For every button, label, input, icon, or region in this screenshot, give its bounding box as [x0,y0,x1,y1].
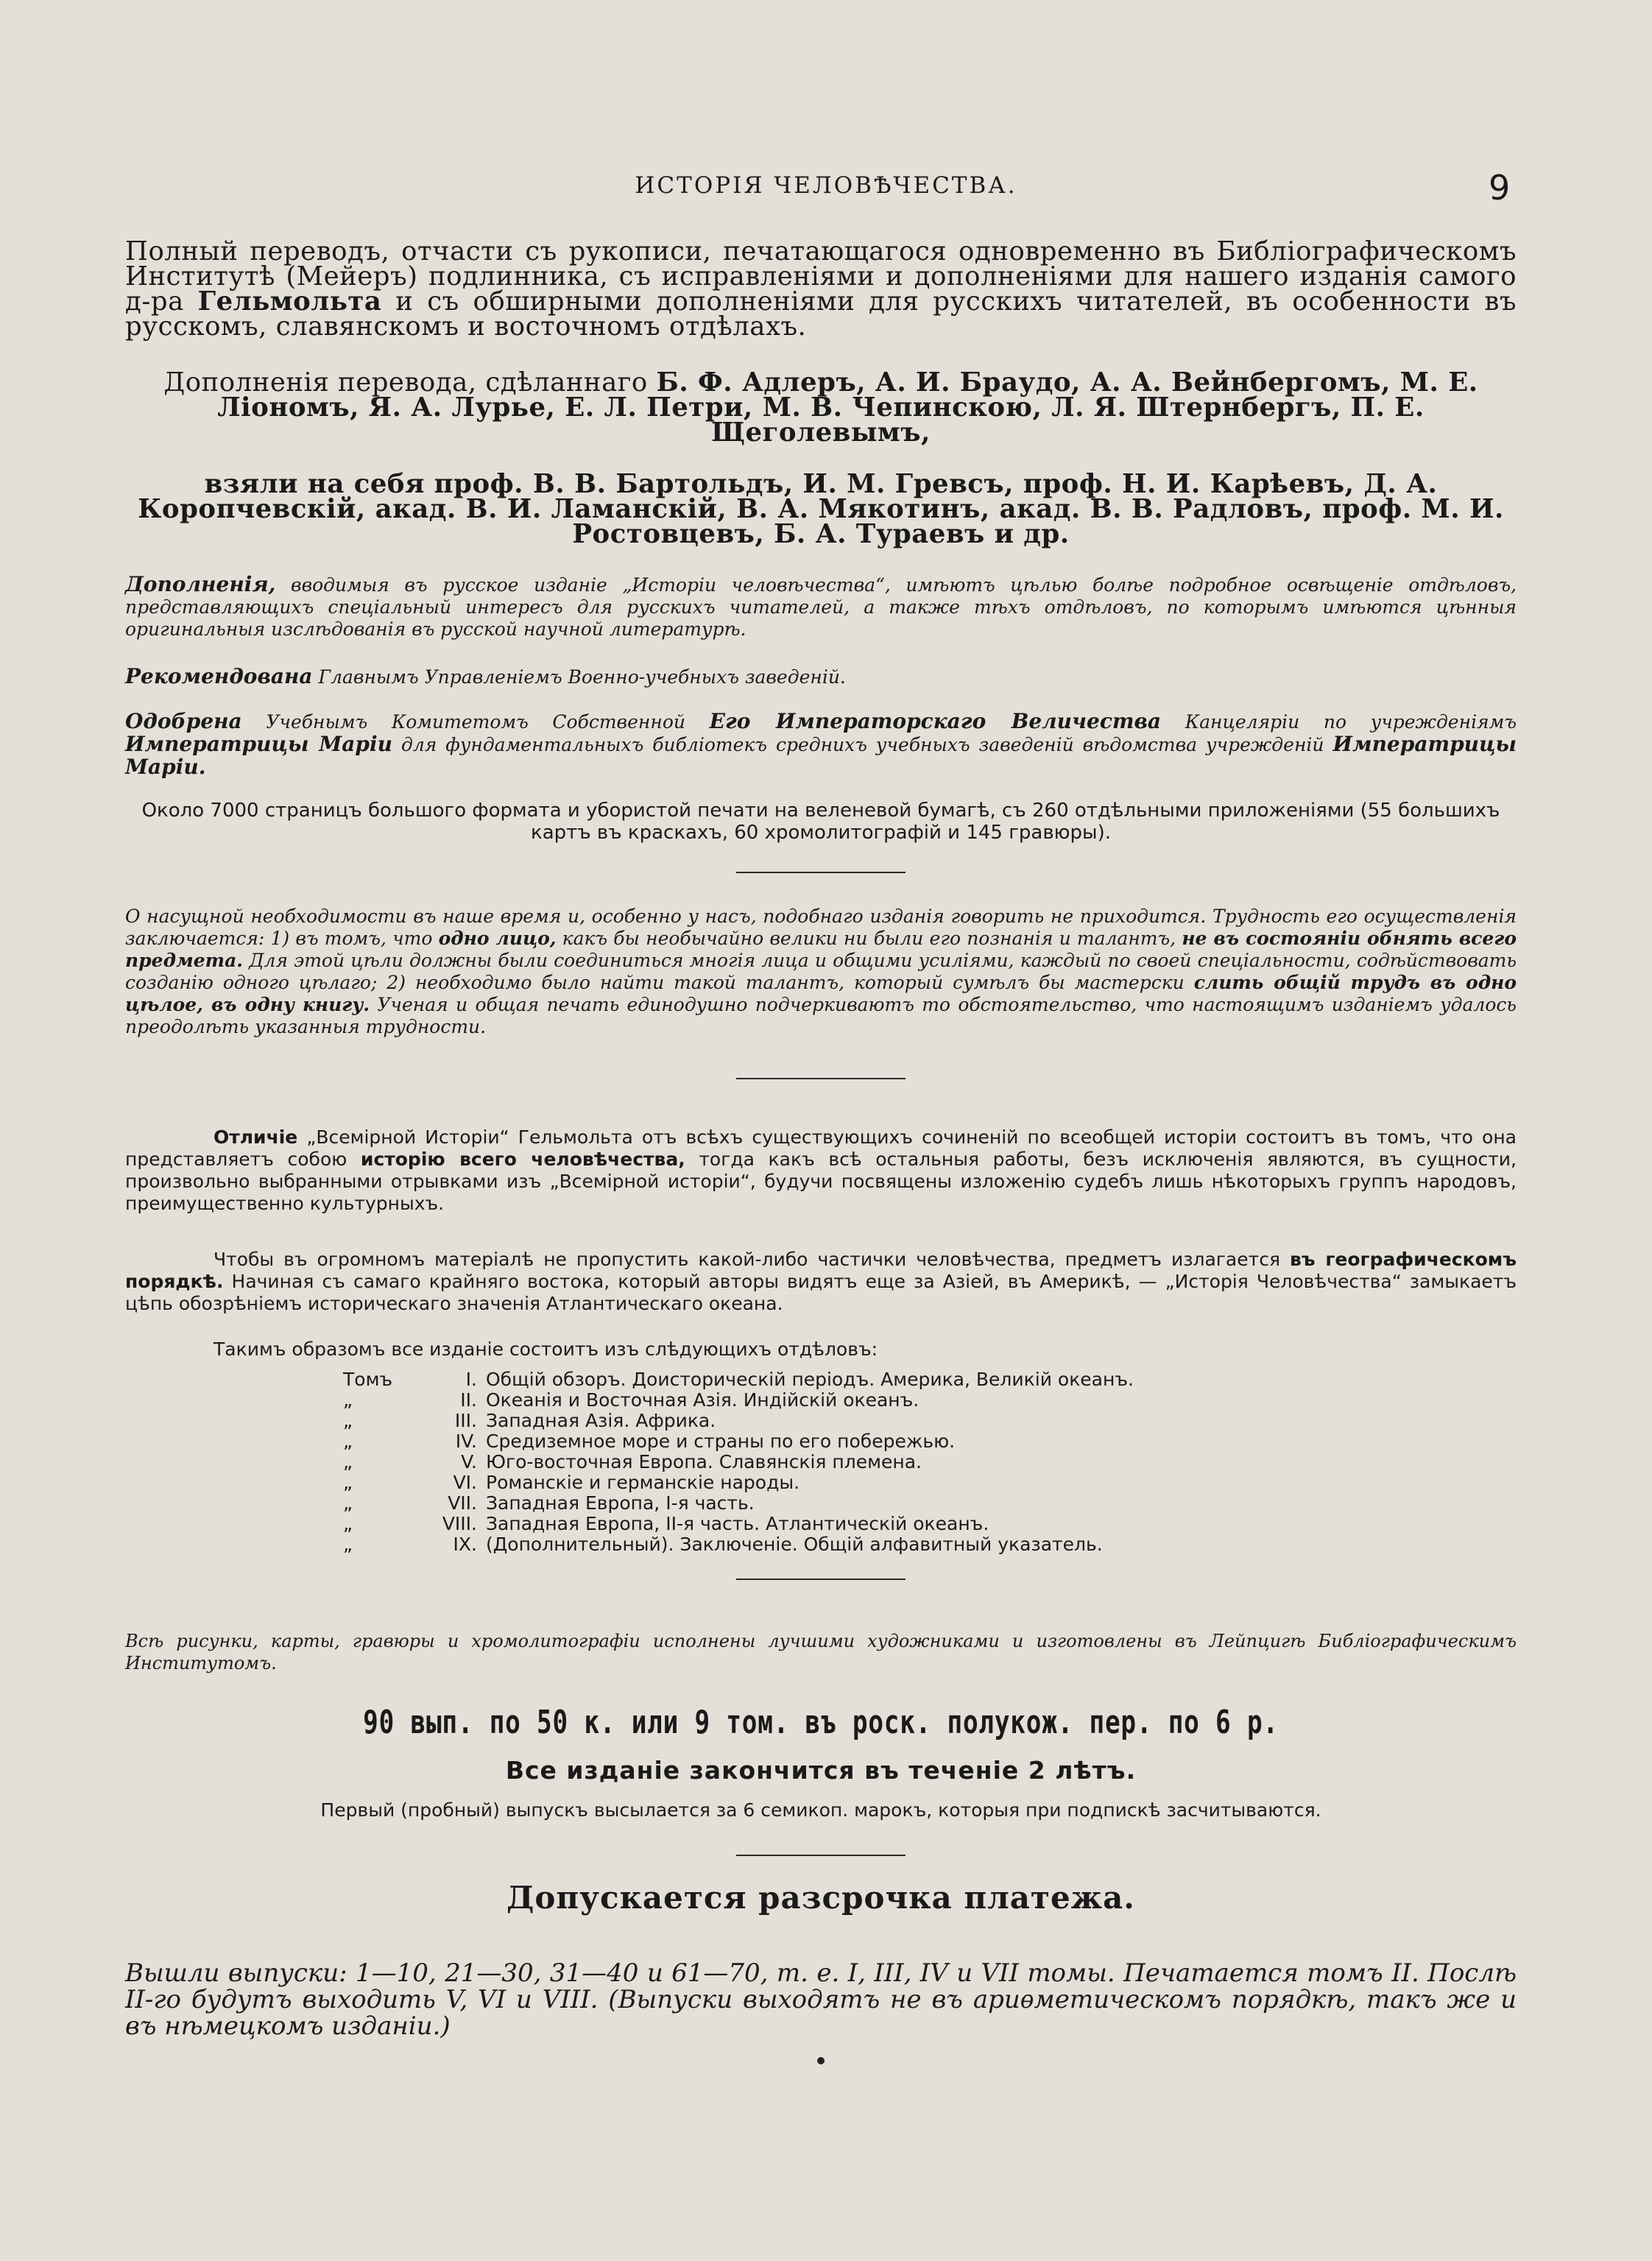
installment-heading: Допускается разсрочка платежа. [506,1880,1135,1916]
approved-majesty: Его Императорскаго Величества [709,709,1162,733]
completion-line: Все изданіе закончится въ теченіе 2 лѣтъ. [505,1756,1137,1785]
editors-lead: взяли на себя [204,469,434,499]
volume-number: I. [465,1369,477,1390]
structure-intro: Такимъ образомъ все изданіе состоитъ изъ слѣдующихъ отдѣловъ: [213,1338,878,1360]
supplements-text: вводимыя въ русское изданіе „Исторіи человѣчества“, имѣютъ цѣлью болѣе подробное освѣщеніе отдѣловъ, представляющихъ спеціальный интересъ для русскихъ читателей, а также тѣхъ отдѣловъ, по которымъ имѣются цѣнныя оригинальныя изслѣдованія въ русской научной литературѣ. [125,574,1517,640]
volume-number: VIII. [442,1513,477,1534]
quote-emphasis-3: слить общій трудъ въ одно цѣлое, въ одну книгу. [125,972,1517,1015]
geography-text-1: Чтобы въ огромномъ матеріалѣ не пропустить какой-либо частички человѣчества, предметъ излагается [213,1249,1290,1270]
volume-item [343,1514,1517,1534]
volume-title: Западная Европа, I-я часть. [486,1492,755,1514]
volume-item [343,1369,1517,1390]
distinction-text-2: тогда какъ всѣ остальныя работы, безъ исключенія являются, въ сущности, произвольно выбранными отрывками изъ „Всемірной исторіи“, будучи посвящены изложенію судебъ лишь нѣкоторыхъ группъ народовъ, преимущественно культурныхъ. [125,1149,1517,1214]
volume-prefix: „ [343,1451,353,1472]
bullet-dot [817,2057,825,2064]
quote-text-2: какъ бы необычайно велики ни были его познанія и талантъ, [556,928,1182,949]
author-name: Гельмольта [197,286,382,317]
volume-item [343,1534,1517,1555]
approved-empress-1: Императрицы Маріи [125,732,393,756]
quote-text-1: О насущной необходимости въ наше время и, особенно у насъ, подобнаго изданія говорить не приходится. Трудность его осуществленія заключается: 1) въ томъ, что [125,906,1517,949]
distinction-lead: Отличіе [213,1126,298,1148]
intro-paragraph [125,236,1517,342]
page-number: 9 [1489,168,1511,208]
volume-number: III. [454,1410,477,1431]
volume-number: VII. [448,1492,477,1514]
volume-number: VI. [453,1472,477,1493]
volume-title: Западная Азія. Африка. [486,1410,716,1431]
quote-text-4: Ученая и общая печать единодушно подчеркиваютъ то обстоятельство, что настоящимъ изданіемъ удалось преодолѣть указанныя трудности. [125,994,1517,1037]
issues-released-paragraph: Вышли выпуски: 1—10, 21—30, 31—40 и 61—70, т. е. I, III, IV и VII томы. Печатается томъ II. Послѣ II-го будутъ выходить V, VI и VIII. (Выпуски выходятъ не въ ариѳметическомъ порядкѣ, такъ же и въ нѣмецкомъ изданіи.) [125,1958,1517,2041]
volume-prefix: „ [343,1410,353,1431]
volume-title: Общій обзоръ. Доисторическій періодъ. Америка, Великій океанъ. [486,1369,1134,1390]
volume-item [343,1411,1517,1431]
volume-title: (Дополнительный). Заключеніе. Общій алфавитный указатель. [486,1534,1103,1555]
distinction-text-1: „Всемірной Исторіи“ Гельмольта отъ всѣхъ существующихъ сочиненій по всеобщей исторіи состоитъ въ томъ, что она представляетъ собою [125,1126,1517,1170]
volumes-list [125,1369,1517,1555]
intro-text-1: Полный переводъ, отчасти съ рукописи, печатающагося одновременно въ Библіографическомъ Институтѣ (Мейеръ) подлинника, съ исправленіями и дополненіями для нашего изданія самого д-ра [125,236,1517,317]
illustrations-note: Всѣ рисунки, карты, гравюры и хромолитографіи исполнены лучшими художниками и изготовлены въ Лейпцигѣ Библіографическимъ Институтомъ. [125,1631,1517,1673]
volume-item [343,1390,1517,1411]
intro-text-2: и съ обширными дополненіями для русскихъ читателей, въ особенности въ русскомъ, славянскомъ и восточномъ отдѣлахъ. [125,286,1517,342]
supplements-paragraph [125,574,1517,641]
recommended-paragraph [125,666,1517,688]
volume-title: Юго-восточная Европа. Славянскія племена. [486,1451,922,1472]
geography-paragraph [125,1249,1517,1315]
contributors-names: Б. Ф. Адлеръ, А. И. Браудо, А. А. Вейнбергомъ, М. Е. Ліономъ, Я. А. Лурье, Е. Л. Петри, М. В. Чепинскою, Л. Я. Штернбергъ, П. Е. Щеголевымъ, [217,367,1478,448]
geography-emphasis: въ географическомъ порядкѣ. [125,1249,1517,1292]
approved-paragraph [125,710,1517,779]
divider-rule [736,1579,906,1580]
volume-number: IV. [455,1431,477,1452]
pages-count-paragraph: Около 7000 страницъ большого формата и убористой печати на веленевой бумагѣ, съ 260 отдѣльными приложеніями (55 большихъ картъ въ краскахъ, 60 хромолитографій и 145 гравюры). [141,800,1500,844]
volume-item [343,1452,1517,1472]
contributors-paragraph [125,367,1517,448]
volume-prefix: „ [343,1472,353,1493]
editors-paragraph [125,469,1517,549]
volume-number: II. [460,1389,477,1411]
volume-item [343,1493,1517,1514]
quote-emphasis-1: одно лицо, [438,928,557,949]
quote-paragraph [125,906,1517,1038]
volume-title: Западная Европа, II-я часть. Атлантическій океанъ. [486,1513,989,1534]
main-content [125,236,1517,2064]
approved-text-1: Учебнымъ Комитетомъ Собственной [241,711,710,733]
running-header [0,168,1652,208]
contributors-lead: Дополненія перевода, сдѣланнаго [163,367,657,398]
volume-number: V. [461,1451,477,1472]
recommended-text: Главнымъ Управленіемъ Военно-учебныхъ заведеній. [312,666,846,688]
volume-item [343,1431,1517,1452]
volume-title: Средиземное море и страны по его побережью. [486,1431,956,1452]
divider-rule [736,872,906,873]
divider-rule [736,1078,906,1079]
supplements-lead: Дополненія, [125,572,276,596]
distinction-paragraph [125,1126,1517,1215]
volume-prefix: „ [343,1389,353,1411]
distinction-emphasis: исторію всего человѣчества, [360,1149,685,1170]
approved-lead: Одобрена [125,709,242,733]
recommended-lead: Рекомендована [125,664,313,688]
volume-number: IX. [453,1534,477,1555]
divider-rule [736,1855,906,1856]
volume-prefix: „ [343,1534,353,1555]
price-line: 90 вып. по 50 к. или 9 том. въ роск. полукож. пер. по 6 р. [363,1704,1279,1741]
editors-names: проф. В. В. Бартольдъ, И. М. Гревсъ, проф. Н. И. Карѣевъ, Д. А. Коропчевскій, акад. В. И. Ламанскій, В. А. Мякотинъ, акад. В. В. Радловъ, проф. М. И. Ростовцевъ, Б. А. Тураевъ и др. [138,469,1504,549]
quote-emphasis-2: не въ состояніи обнять всего предмета. [125,928,1517,971]
approved-empress-2: Императрицы Маріи. [125,732,1517,779]
volume-title: Океанія и Восточная Азія. Индійскій океанъ. [486,1389,919,1411]
volume-prefix: Томъ [343,1369,393,1390]
volume-prefix: „ [343,1513,353,1534]
geography-text-2: Начиная съ самаго крайняго востока, который авторы видятъ еще за Азіей, въ Америкѣ, — „Исторія Человѣчества“ замыкаетъ цѣпь обозрѣніемъ историческаго значенія Атлантическаго океана. [125,1271,1517,1314]
volume-title: Романскіе и германскіе народы. [486,1472,800,1493]
approved-text-3: для фундаментальныхъ библіотекъ среднихъ учебныхъ заведеній вѣдомства учрежденій [392,734,1333,755]
header-title: ИСТОРІЯ ЧЕЛОВѢЧЕСТВА. [635,172,1017,199]
volume-prefix: „ [343,1492,353,1514]
volume-prefix: „ [343,1431,353,1452]
volume-item [343,1472,1517,1493]
first-issue-line: Первый (пробный) выпускъ высылается за 6 семикоп. марокъ, которыя при подпискѣ засчитываются. [320,1799,1321,1821]
approved-text-2: Канцеляріи по учрежденіямъ [1161,711,1517,733]
quote-text-3: Для этой цѣли должны были соединиться многія лица и общими усиліями, каждый по своей спеціальности, содѣйствовать созданію одного цѣлаго; 2) необходимо было найти такой талантъ, который сумѣлъ бы мастерски [125,950,1517,993]
